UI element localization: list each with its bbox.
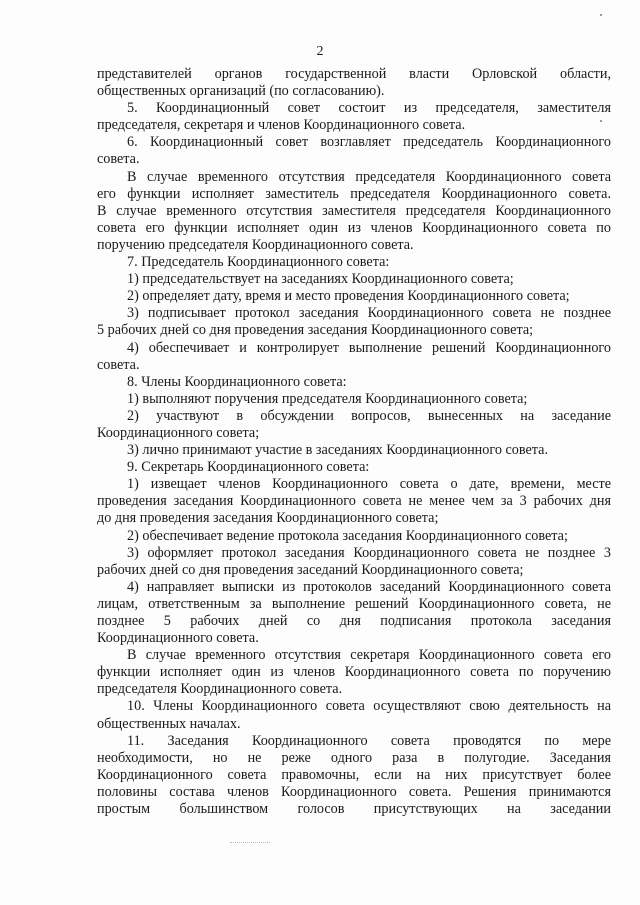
text-line: его функции исполняет заместитель председателя Координационного совета. [97,185,611,202]
text-line: 2) участвуют в обсуждении вопросов, вынесенных на заседание [127,407,611,424]
text-line: 4) обеспечивает и контролирует выполнение решений Координационного [127,339,611,356]
text-line: общественных началах. [97,715,241,732]
text-line: Координационного совета правомочны, если на них присутствует более [97,766,611,783]
text-line: 4) направляет выписки из протоколов заседаний Координационного совета [127,578,611,595]
text-line: функции исполняет один из членов Координационного совета по поручению [97,664,611,681]
text-line: 9. Секретарь Координационного совета: [127,459,370,476]
text-line: 10. Члены Координационного совета осуществляют свою деятельность на [127,698,611,715]
text-line: В случае временного отсутствия председателя Координационного совета [127,168,611,185]
text-line: 1) председательствует на заседаниях Координационного совета; [127,271,514,288]
text-line: В случае временного отсутствия секретаря Координационного совета его [127,647,611,664]
text-line: 1) извещает членов Координационного совета о дате, времени, месте [127,476,611,493]
text-line: совета его функции исполняет один из членов Координационного совета по [97,219,611,236]
text-line: 5. Координационный совет состоит из председателя, заместителя [127,100,611,117]
text-line: половины состава членов Координационного совета. Решения принимаются [97,783,611,800]
text-line: совета. [97,356,140,373]
text-line: рабочих дней со дня проведения заседаний Координационного совета; [97,561,524,578]
text-line: проведения заседания Координационного совета не менее чем за 3 рабочих дня [97,493,611,510]
document-body [97,66,611,818]
text-line: 8. Члены Координационного совета: [127,373,347,390]
text-line: до дня проведения заседания Координационного совета; [97,510,439,527]
text-line: 3) оформляет протокол заседания Координационного совета не позднее 3 [127,544,611,561]
page-number: 2 [316,44,324,59]
text-line: лицам, ответственным за выполнение решений Координационного совета, не [97,595,611,612]
text-line: простым большинством голосов присутствующих на заседании [97,801,611,818]
text-line: 5 рабочих дней со дня проведения заседания Координационного совета; [97,322,534,339]
text-line: В случае временного отсутствия заместителя председателя Координационного [97,202,611,219]
text-line: общественных организаций (по согласованию). [97,83,385,100]
text-line: 3) лично принимают участие в заседаниях Координационного совета. [127,442,548,459]
scan-artifact [600,120,602,122]
text-line: 11. Заседания Координационного совета проводятся по мере [127,732,611,749]
text-line: 2) обеспечивает ведение протокола заседания Координационного совета; [127,527,568,544]
text-line: необходимости, но не реже одного раза в полугодие. Заседания [97,749,611,766]
text-line: председателя, секретаря и членов Координационного совета. [97,117,466,134]
text-line: поручению председателя Координационного совета. [97,236,414,253]
text-line: Координационного совета; [97,424,260,441]
text-line: председателя Координационного совета. [97,681,343,698]
text-line: позднее 5 рабочих дней со дня подписания протокола заседания [97,613,611,629]
text-line: 3) подписывает протокол заседания Координационного совета не позднее [127,305,611,322]
text-line: совета. [97,151,140,168]
text-line: 7. Председатель Координационного совета: [127,254,390,271]
text-line: 1) выполняют поручения председателя Координационного совета; [127,390,528,407]
text-line: представителей органов государственной власти Орловской области, [97,66,611,82]
text-line: 6. Координационный совет возглавляет председатель Координационного [127,134,611,151]
scan-artifact [600,14,602,16]
text-line: 2) определяет дату, время и место проведения Координационного совета; [127,288,570,305]
text-line: Координационного совета. [97,630,259,647]
scan-artifact [230,842,270,847]
